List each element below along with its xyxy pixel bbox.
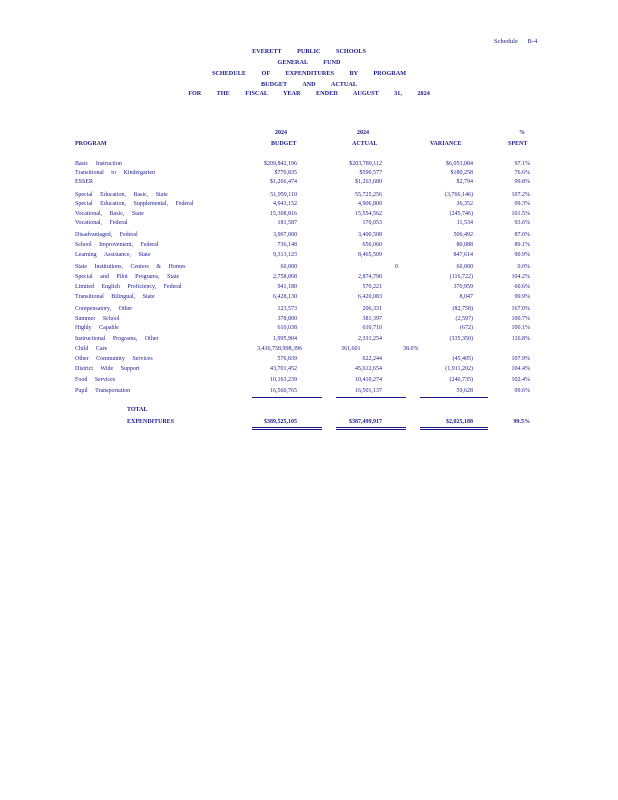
budget-value: 610,038 [277,325,297,331]
table-row [0,356,618,365]
table-row [0,366,618,375]
pct-spent-value: 167.0% [511,306,530,312]
pct-spent-value: 89.1% [514,242,530,248]
budget-value: $770,835 [274,170,297,176]
budget-value: 10,163,239 [270,377,297,383]
program-name: Compensatory, Other [75,306,133,312]
actual-value: 570,221 [362,284,382,290]
pct-spent-value: 99.6% [514,388,530,394]
actual-total-double-rule [336,427,406,430]
program-name: Summer School [75,316,120,322]
variance-column-header: VARIANCE [430,141,462,147]
table-row [0,388,618,397]
budget-value: 43,701,452 [270,366,297,372]
budget-value: $209,842,196 [264,161,297,167]
actual-value: 8,465,509 [358,252,382,258]
variance-value: 11,534 [456,220,473,226]
actual-value: $203,789,112 [349,161,382,167]
program-name: Special and Pilot Programs, State [75,274,180,280]
program-name: Basic Instruction [75,161,122,167]
total-budget-value: $389,525,105 [264,419,297,425]
actual-value: 6,420,083 [358,294,382,300]
variance-value: (672) [460,325,473,331]
budget-value: 6,428,130 [273,294,297,300]
program-name: Vocational, Federal [75,220,128,226]
pct-spent-value: 104.2% [511,274,530,280]
budget-column-header: BUDGET [271,141,297,147]
budget-value: 181,587 [277,220,297,226]
variance-value: (1,911,202) [445,366,473,372]
total-variance-value: $2,025,188 [446,419,473,425]
actual-value: 4,906,800 [358,201,382,207]
program-name: Pupil Transportation [75,388,131,394]
variance-value: 60,000 [456,264,473,270]
actual-value: 16,501,137 [355,388,382,394]
actual-value: 0 [395,264,398,270]
pct-spent-value: 107.2% [511,192,530,198]
total-actual-value: $387,499,917 [349,419,382,425]
table-row [0,264,618,273]
actual-value: 10,410,274 [355,377,382,383]
program-name: Transitional Bilingual, State [75,294,155,300]
variance-value: (246,735) [449,377,473,383]
title-budget-actual: BUDGET AND ACTUAL [261,81,357,88]
table-row [0,211,618,220]
actual-value: 381,397 [362,316,382,322]
actual-value: 656,060 [362,242,382,248]
table-row [0,242,618,251]
pct-spent-value: 100.1% [511,325,530,331]
variance-value: 59,628 [456,388,473,394]
actual-subtotal-rule [336,397,406,398]
budget-value: 1,995,904 [273,336,297,342]
actual-value: 55,725,256 [355,192,382,198]
total-pct-spent-value: 99.5% [513,419,530,425]
pct-spent-value: 76.6% [514,170,530,176]
table-row [0,170,618,179]
actual-value: 3,400,508 [358,232,382,238]
variance-value: 506,492 [453,232,473,238]
pct-spent-value: 87.0% [514,232,530,238]
program-name: Learning Assistance, State [75,252,151,258]
budget-value: 941,180 [277,284,297,290]
budget-value: 2,758,068 [273,274,297,280]
pct-spent-value: 101.5% [511,211,530,217]
title-fiscal-year: FOR THE FISCAL YEAR ENDED AUGUST 31, 2024 [188,90,430,97]
budget-value: 123,573 [277,306,297,312]
table-row [0,325,618,334]
budget-value: 16,560,765 [270,388,297,394]
program-name: Transitional to Kindergarten [75,170,155,176]
pct-spent-value: 99.8% [514,179,530,185]
table-row [0,192,618,201]
program-name: Instructional Programs, Other [75,336,159,342]
pct-spent-value: 102.4% [511,377,530,383]
table-row [0,201,618,210]
table-row [0,284,618,293]
actual-value: 622,244 [362,356,382,362]
variance-value: $180,258 [450,170,473,176]
actual-value: 2,874,790 [358,274,382,280]
title-fund: GENERAL FUND [277,59,341,66]
table-row [0,179,618,188]
budget-value: 736,148 [277,242,297,248]
variance-value: 8,047 [459,294,473,300]
budget-value: 378,800 [277,316,297,322]
budget-value: $1,266,474 [270,179,297,185]
variance-value: (2,597) [455,316,473,322]
program-name: Disadvantaged, Federal [75,232,138,238]
table-row [0,220,618,229]
variance-value: 80,088 [456,242,473,248]
table-row [0,294,618,303]
pct-symbol-header: % [519,130,525,136]
budget-value: 576,839 [277,356,297,362]
actual-value: 45,612,654 [355,366,382,372]
program-name: School Improvement, Federal [75,242,159,248]
table-row [0,252,618,261]
title-district: EVERETT PUBLIC SCHOOLS [252,48,366,55]
pct-spent-value: 0.0% [517,264,530,270]
program-name: Limited English Proficiency, Federal [75,284,182,290]
actual-value: 170,053 [362,220,382,226]
budget-value: 60,000 [280,264,297,270]
pct-spent-value: 99.3% [514,201,530,207]
variance-value: 36,352 [456,201,473,207]
budget-total-double-rule [252,427,322,430]
variance-value: (3,766,146) [445,192,473,198]
actual-value: 15,554,562 [355,211,382,217]
program-name: Child Care [75,346,108,352]
program-name: Special Education, Supplemental, Federal [75,201,194,207]
pct-spent-value: 60.6% [514,284,530,290]
total-label: TOTAL [127,407,148,413]
pct-spent-value: 97.1% [514,161,530,167]
variance-value: 847,614 [453,252,473,258]
table-row [0,306,618,315]
variance-value: 370,959 [453,284,473,290]
actual-value: 610,710 [362,325,382,331]
budget-year-header: 2024 [275,130,287,136]
pct-spent-value: 38.0% [403,346,419,352]
schedule-label: Schedule B-4 [494,38,538,45]
variance-value: (116,722) [449,274,473,280]
actual-year-header: 2024 [357,130,369,136]
pct-spent-value: 100.7% [511,316,530,322]
variance-value: $6,053,084 [446,161,473,167]
budget-subtotal-rule [252,397,322,398]
budget-value: 4,943,152 [273,201,297,207]
program-name: ESSER [75,179,94,185]
actual-value: 2,331,254 [358,336,382,342]
program-name: Food Services [75,377,116,383]
variance-value: (45,405) [452,356,473,362]
program-name: Highly Capable [75,325,119,331]
variance-value: (245,746) [449,211,473,217]
table-row-child-care [0,346,618,355]
program-name: Other Community Services [75,356,153,362]
pct-spent-value: 104.4% [511,366,530,372]
table-row [0,161,618,170]
actual-value: 206,331 [362,306,382,312]
actual-column-header: ACTUAL [352,141,378,147]
spent-column-header: SPENT [508,141,528,147]
variance-subtotal-rule [420,397,488,398]
actual-value: $1,263,680 [355,179,382,185]
variance-value: (335,350) [449,336,473,342]
budget-value: 9,313,123 [273,252,297,258]
table-row [0,274,618,283]
pct-spent-value: 116.8% [511,336,530,342]
table-row [0,232,618,241]
variance-value: $2,794 [456,179,473,185]
pct-spent-value: 93.6% [514,220,530,226]
budget-value: 3,907,000 [273,232,297,238]
variance-total-double-rule [420,427,488,430]
program-name: Special Education, Basic, State [75,192,168,198]
title-schedule: SCHEDULE OF EXPENDITURES BY PROGRAM [211,70,407,77]
program-column-header: PROGRAM [75,141,107,147]
table-row [0,377,618,386]
program-name: Vocational, Basic, State [75,211,144,217]
program-name: District Wide Support [75,366,140,372]
program-name: State Institutions, Centers & Homes [75,264,186,270]
budget-value: 15,308,816 [270,211,297,217]
actual-value: $590,577 [359,170,382,176]
table-row [0,316,618,325]
total-expenditures-label: EXPENDITURES [127,419,175,425]
actual-partial-value: 361,601 [341,346,361,352]
variance-value: (82,758) [452,306,473,312]
budget-actual-merged-value: 3,436,758,998,396 [257,346,302,352]
table-row [0,336,618,345]
pct-spent-value: 99.9% [514,294,530,300]
budget-value: 51,959,110 [270,192,297,198]
pct-spent-value: 90.9% [514,252,530,258]
pct-spent-value: 107.9% [511,356,530,362]
